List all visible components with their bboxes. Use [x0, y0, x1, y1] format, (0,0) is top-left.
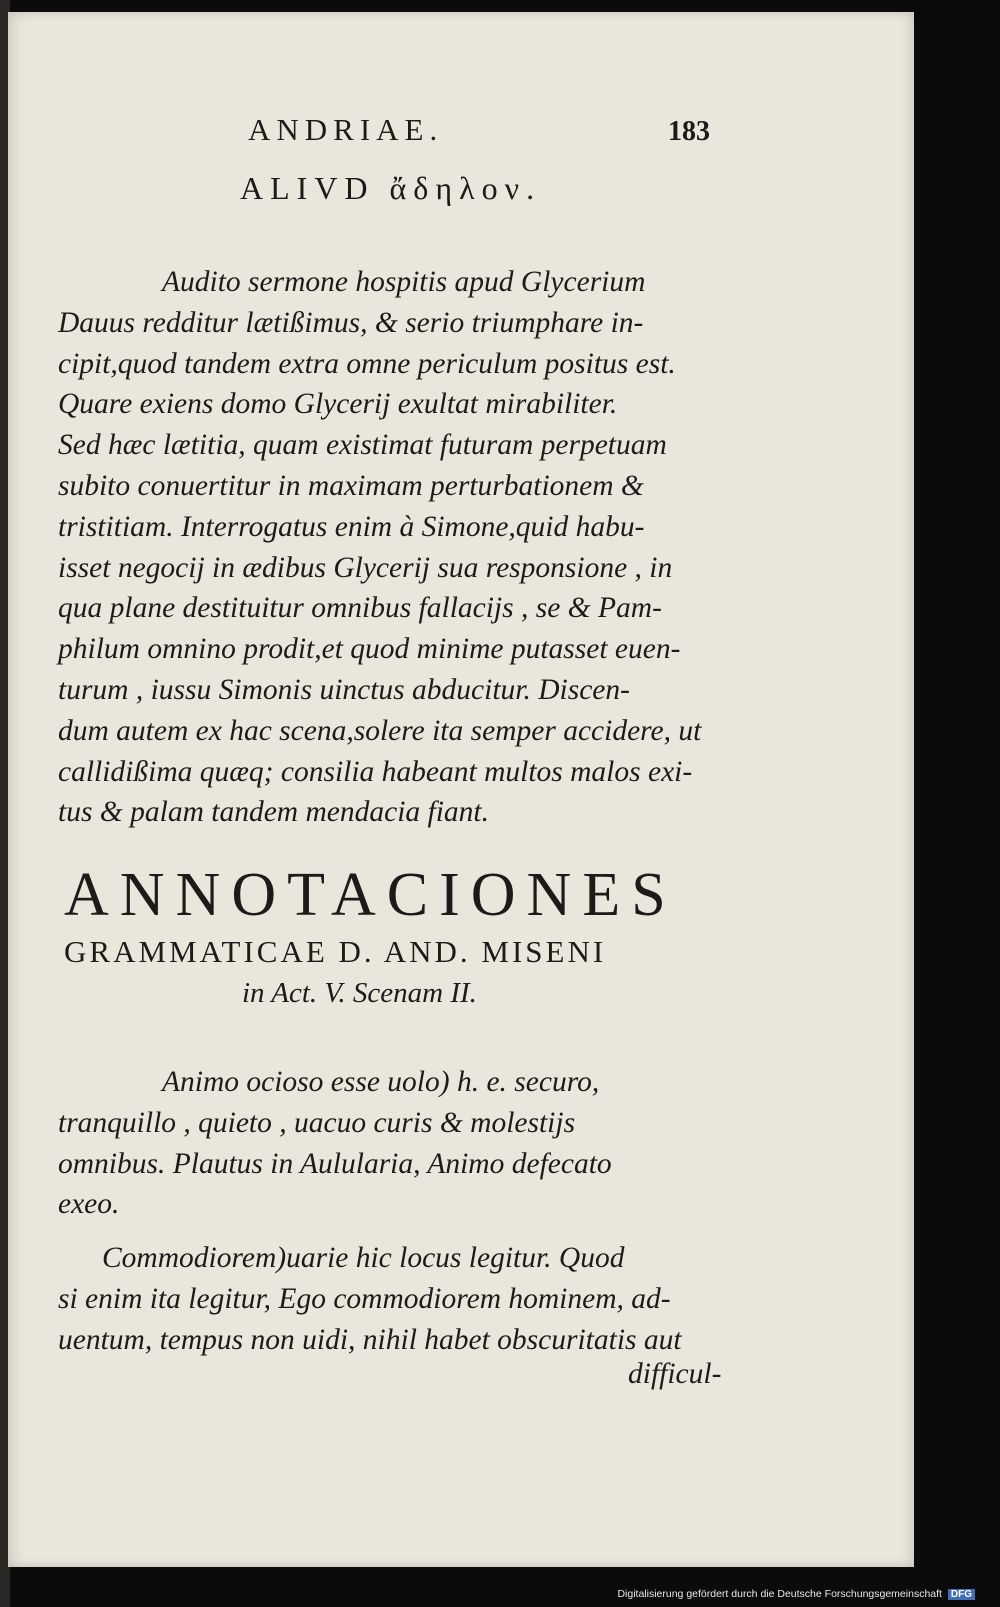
text-line: Commodiorem)uarie hic locus legitur. Quod — [102, 1242, 625, 1274]
summary-paragraph — [58, 262, 726, 833]
text-line: Sed hæc lætitia, quam existimat futuram perpetuam — [58, 429, 667, 462]
text-line: qua plane destituitur omnibus fallacijs , se & Pam- — [58, 592, 662, 625]
section-title: ALIVD ἄδηλον. — [240, 170, 542, 206]
text-line: callidißima quæq; consilia habeant multos malos exi- — [58, 755, 693, 788]
text-line: philum omnino prodit,et quod minime putasset euen- — [58, 633, 681, 666]
text-line: exeo. — [58, 1188, 120, 1221]
running-head: ANDRIAE. — [248, 112, 444, 147]
text-line: tristitiam. Interrogatus enim à Simone,quid habu- — [58, 510, 645, 543]
annotation-paragraph-commodiorem — [58, 1238, 726, 1360]
text-line: Dauus redditur lætißimus, & serio triumphare in- — [58, 306, 644, 339]
annotation-subtitle: GRAMMATICAE D. AND. MISENI — [64, 934, 607, 969]
digitization-credit — [0, 1588, 975, 1604]
text-line: Quare exiens domo Glycerij exultat mirabiliter. — [58, 388, 618, 421]
book-page — [8, 12, 914, 1567]
text-line: isset negocij in ædibus Glycerij sua responsione , in — [58, 551, 673, 584]
annotation-paragraph-animo — [58, 1062, 726, 1225]
annotation-title: ANNOTACIONES — [64, 861, 677, 929]
text-line: cipit,quod tandem extra omne periculum positus est. — [58, 347, 676, 380]
text-line: dum autem ex hac scena,solere ita semper accidere, ut — [58, 714, 702, 747]
text-line: subito conuertitur in maximam perturbationem & — [58, 469, 644, 502]
text-line: Audito sermone hospitis apud Glycerium — [162, 266, 646, 298]
dfg-logo: DFG — [948, 1589, 975, 1600]
text-line: tranquillo , quieto , uacuo curis & molestijs — [58, 1106, 576, 1139]
page-header — [8, 112, 914, 156]
text-line: omnibus. Plautus in Aulularia, Animo defecato — [58, 1147, 612, 1180]
text-line: turum , iussu Simonis uinctus abducitur. Discen- — [58, 673, 630, 706]
annotation-scene-reference: in Act. V. Scenam II. — [242, 977, 477, 1009]
text-line: tus & palam tandem mendacia fiant. — [58, 796, 489, 829]
credit-text: Digitalisierung gefördert durch die Deutsche Forschungsgemeinschaft — [617, 1588, 942, 1600]
page-number: 183 — [668, 116, 710, 147]
catchword: difficul- — [628, 1358, 722, 1390]
text-line: Animo ocioso esse uolo) h. e. securo, — [162, 1066, 600, 1098]
text-line: uentum, tempus non uidi, nihil habet obscuritatis aut — [58, 1323, 682, 1356]
text-line: si enim ita legitur, Ego commodiorem hominem, ad- — [58, 1282, 671, 1315]
